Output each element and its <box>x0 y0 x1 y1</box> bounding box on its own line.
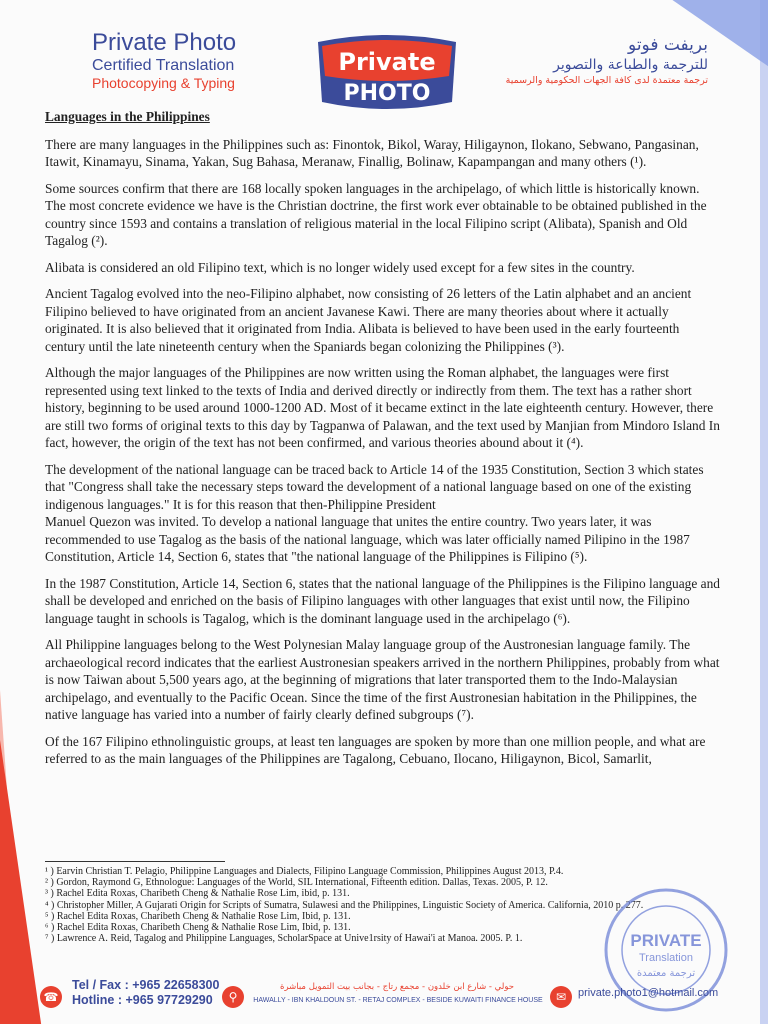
email-icon: ✉ <box>550 986 572 1008</box>
document-body <box>45 108 720 777</box>
brand-name-part2: Photo <box>173 29 237 56</box>
footnote-6: ⁶ ) Rachel Edita Roxas, Charibeth Cheng & Nathalie Rose Lim, Ibid, p. 131. <box>45 922 351 934</box>
paragraph-9: Of the 167 Filipino ethnolinguistic groups, at least ten languages are spoken by more than one million people, and what are referred to as the main languages of the Philippines are Tagalong, Cebuano, Ilocano, Hiligaynon, Bicol, Samarlit, <box>45 733 706 766</box>
stamp-text-arabic: ترجمة معتمدة <box>636 968 696 979</box>
letterhead-english <box>92 30 252 92</box>
phone-icon: ☎ <box>40 986 62 1008</box>
footnote-7: ⁷ ) Lawrence A. Reid, Tagalog and Philippine Languages, ScholarSpace at Unive1rsity of Hawai'i at Manoa. 2005. P. 1. <box>45 933 523 945</box>
stamp-text-top: PRIVATE <box>630 931 702 950</box>
letterhead-footer <box>0 978 768 1024</box>
stamp-text-mid: Translation <box>638 952 694 964</box>
company-logo <box>312 32 462 112</box>
logo-text-top: Private <box>338 48 436 76</box>
footnote-divider <box>45 861 225 862</box>
brand-subtitle: Certified Translation <box>92 57 235 74</box>
logo-text-bottom: PHOTO <box>343 81 431 106</box>
footnote-1: ¹ ) Earvin Christian T. Pelagio, Philippine Languages and Dialects, Filipino Language Commission, Philippines August 2013, P.4. <box>45 866 564 877</box>
hotline: Hotline : +965 97729290 <box>72 993 213 1007</box>
brand-name-part1: Private <box>92 29 174 56</box>
arabic-subtitle: للترجمة والطباعة والتصوير <box>553 57 708 73</box>
footnote-4: ⁴ ) Christopher Miller, A Gujarati Origin for Scripts of Sumatra, Sulawesi and the Philippines, Linguistic Society of America. California, 2010 p. 277. <box>45 899 644 911</box>
paragraph-6: The development of the national language can be traced back to Article 14 of the 1935 Constitution, Section 3 which states that "Congress shall take the necessary steps toward the development of a national language based on one of the existing indigenous languages." It is for this reason that then-Philippine President Manuel Quezon was invited. To develop a national language that unites the entire country. Two years later, it was recommended to use Tagalog as the basis of the national language, which was later officially named Pilipino in the 1987 Constitution, Article 14, Section 6, states that "the national language of the Philippines is Filipino (⁵). <box>45 461 704 564</box>
arabic-tagline: ترجمة معتمدة لدى كافة الجهات الحكومية والرسمية <box>505 75 708 86</box>
address-arabic: حولي - شارع ابن خلدون - مجمع رتاج - بجانب بيت التمويل مباشرة <box>280 982 514 992</box>
paragraph-5: Although the major languages of the Philippines are now written using the Roman alphabet, the languages were first represented using text linked to the texts of India and derived directly or indirectly from them. The text has a rather short history, beginning to be used around 1000-1200 AD. Most of it became extinct in the late eighteenth century. However, there are still two forms of original texts to this day by Tagpanwa of Palawan, and the text used by Manjian from Mindoro Island In fact, however, the origin of the text has not been confirmed, and various theories abound about it (⁴). <box>45 365 720 450</box>
paragraph-8: All Philippine languages belong to the West Polynesian Malay language group of the Austronesian language family. The archaeological record indicates that the earliest Austronesian speakers arrived in the northern Philippines, probably from what is now Taiwan about 5,500 years ago, at the beginning of migrations that later transported them to the Indo-Malaysian archipelago, and eventually to the Pacific Ocean. Since the time of the first Austronesian habitation in the Philippines, the native language has varied into a number of fairly clearly defined subgroups (⁷). <box>45 637 720 722</box>
location-pin-icon: ⚲ <box>222 986 244 1008</box>
footnote-3: ³ ) Rachel Edita Roxas, Charibeth Cheng & Nathalie Rose Lim, ibid, p. 131. <box>45 888 350 900</box>
page-edge-band <box>760 0 768 1024</box>
letterhead-arabic <box>472 34 708 88</box>
tel-fax: Tel / Fax : +965 22658300 <box>72 978 220 992</box>
brand-services: Photocopying & Typing <box>92 75 235 91</box>
footnote-5: ⁵ ) Rachel Edita Roxas, Charibeth Cheng & Nathalie Rose Lim, Ibid, p. 131. <box>45 910 351 922</box>
address-english: HAWALLY - IBN KHALDOUN ST. - RETAJ COMPLEX - BESIDE KUWAITI FINANCE HOUSE <box>253 997 543 1004</box>
email-address[interactable]: private.photo1@hotmail.com <box>578 987 719 999</box>
brand-name <box>92 30 252 56</box>
contact-phones <box>72 978 219 1008</box>
paragraph-7: In the 1987 Constitution, Article 14, Section 6, states that the national language of the Philippines is the Filipino language and shall be developed and enriched on the basis of Filipino languages with other languages that exist until now, the Filipino language taught in schools is Tagalog, which is the dominant language used in the archipelago (⁶). <box>45 575 721 626</box>
arabic-brand-name: بريفت فوتو <box>628 35 708 55</box>
paragraph-2: Some sources confirm that there are 168 locally spoken languages in the archipelago, of which little is historically known. The most concrete evidence we have is the Christian doctrine, the first work ever obtainable to be obtained published in the country since 1593 and contains a translation of religious material in the local Filipino script (Alibata), Spanish and Old Tagalog (²). <box>45 180 707 248</box>
paragraph-1: There are many languages in the Philippines such as: Finontok, Bikol, Waray, Hiligaynon, Ilokano, Sebwano, Pangasinan, Itawit, Kinamayu, Sinama, Yakan, Sug Bahasa, Meranaw, Finallig, Bolinaw, Kapampangan and many others (¹). <box>45 136 699 169</box>
paragraph-3: Alibata is considered an old Filipino text, which is no longer widely used except for a few sites in the country. <box>45 259 635 275</box>
document-title: Languages in the Philippines <box>45 109 210 124</box>
paragraph-4: Ancient Tagalog evolved into the neo-Filipino alphabet, now consisting of 26 letters of the Latin alphabet and an ancient Filipino believed to have originated from an ancient Javanese Kawi. There are many theories about where it actually originated. It is also believed that it originated from India. Alibata is believed to have been used in the early fourteenth century until the late nineteenth century when the Spaniards began colonizing the Philippines (³). <box>45 286 692 354</box>
footnote-2: ² ) Gordon, Raymond G, Ethnologue: Languages of the World, SIL International, Fifteenth edition. Dallas, Texas. 2005, P. 12. <box>45 877 548 889</box>
